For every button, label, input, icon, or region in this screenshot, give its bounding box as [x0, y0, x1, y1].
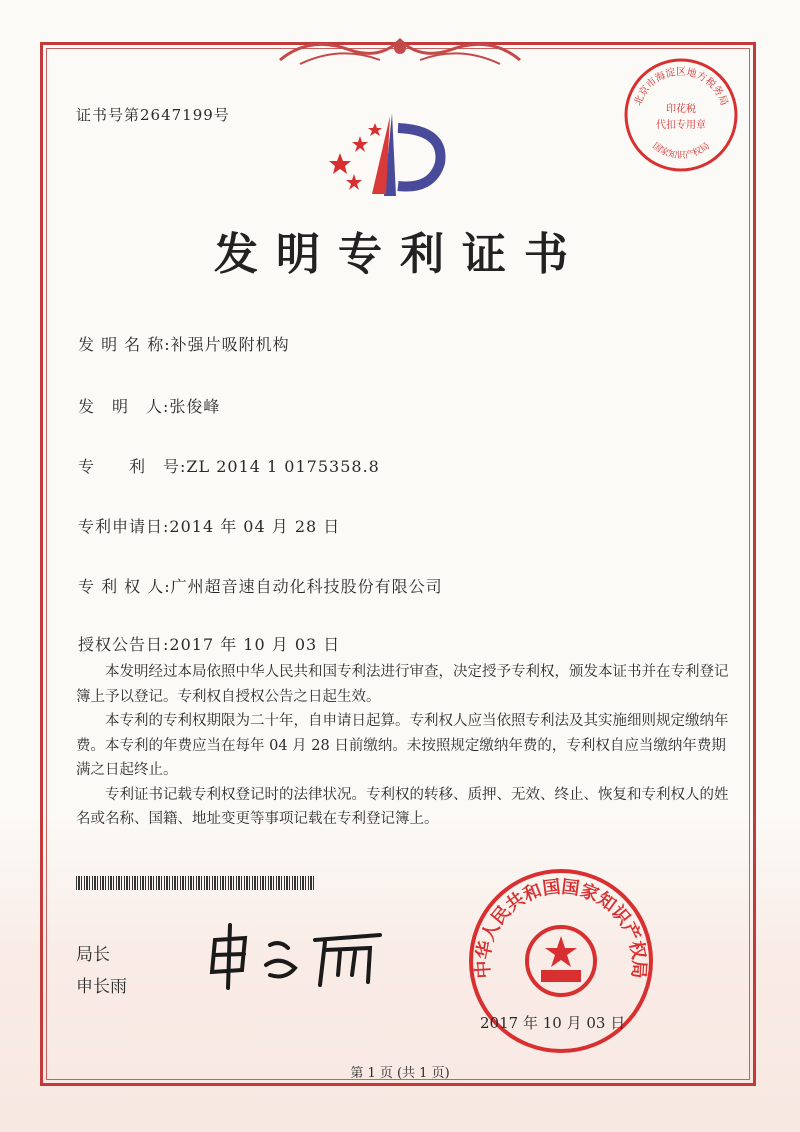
paragraph: 本专利的专利权期限为二十年，自申请日起算。专利权人应当依照专利法及其实施细则规定缴纳年费。本专利的年费应当在每年 04 月 28 日前缴纳。未按照规定缴纳年费的，专利权自应当缴纳年费期满之日起终止。 [76, 713, 729, 778]
tax-stamp-bottom-text: 国家知识产权局 [650, 141, 712, 162]
tax-stamp-center-2: 代扣专用章 [656, 120, 706, 131]
tax-stamp [622, 56, 740, 174]
field-application-date: 专利申请日:2014 年 04 月 28 日 [78, 517, 341, 536]
certificate-number: 证书号第2647199号 [76, 106, 230, 124]
page-title: 发明专利证书 [214, 229, 586, 280]
director-name: 申长雨 [76, 977, 127, 997]
tax-stamp-ring-text: 北京市海淀区地方税务局 [632, 66, 730, 108]
paragraph: 专利证书记载专利权登记时的法律状况。专利权的转移、质押、无效、终止、恢复和专利权人的姓名或名称、国籍、地址变更等事项记载在专利登记簿上。 [76, 786, 729, 827]
issue-date: 2017 年 10 月 03 日 [480, 1014, 626, 1032]
national-emblem-icon [527, 927, 595, 995]
barcode [76, 876, 316, 890]
field-patentee: 专 利 权 人:广州超音速自动化科技股份有限公司 [78, 577, 443, 596]
tax-stamp-center-1: 印花税 [666, 104, 696, 115]
director-signature [200, 920, 390, 990]
page-number: 第 1 页 (共 1 页) [350, 1066, 450, 1081]
paragraph: 本发明经过本局依照中华人民共和国专利法进行审查，决定授予专利权，颁发本证书并在专利登记簿上予以登记。专利权自授权公告之日起生效。 [76, 664, 729, 705]
patent-office-logo [320, 108, 450, 198]
field-grant-date: 授权公告日:2017 年 10 月 03 日 [78, 635, 341, 654]
director-title: 局长 [76, 945, 110, 965]
ornament-top [270, 30, 530, 70]
certificate-body [76, 660, 736, 832]
svg-text:国家知识产权局 [650, 141, 711, 162]
field-patent-number: 专 利 号:ZL 2014 1 0175358.8 [78, 457, 380, 476]
field-invention-name: 发 明 名 称:补强片吸附机构 [78, 335, 290, 354]
field-inventor: 发 明 人:张俊峰 [78, 397, 221, 416]
office-seal-text: 中华人民共和国国家知识产权局 [472, 876, 650, 980]
